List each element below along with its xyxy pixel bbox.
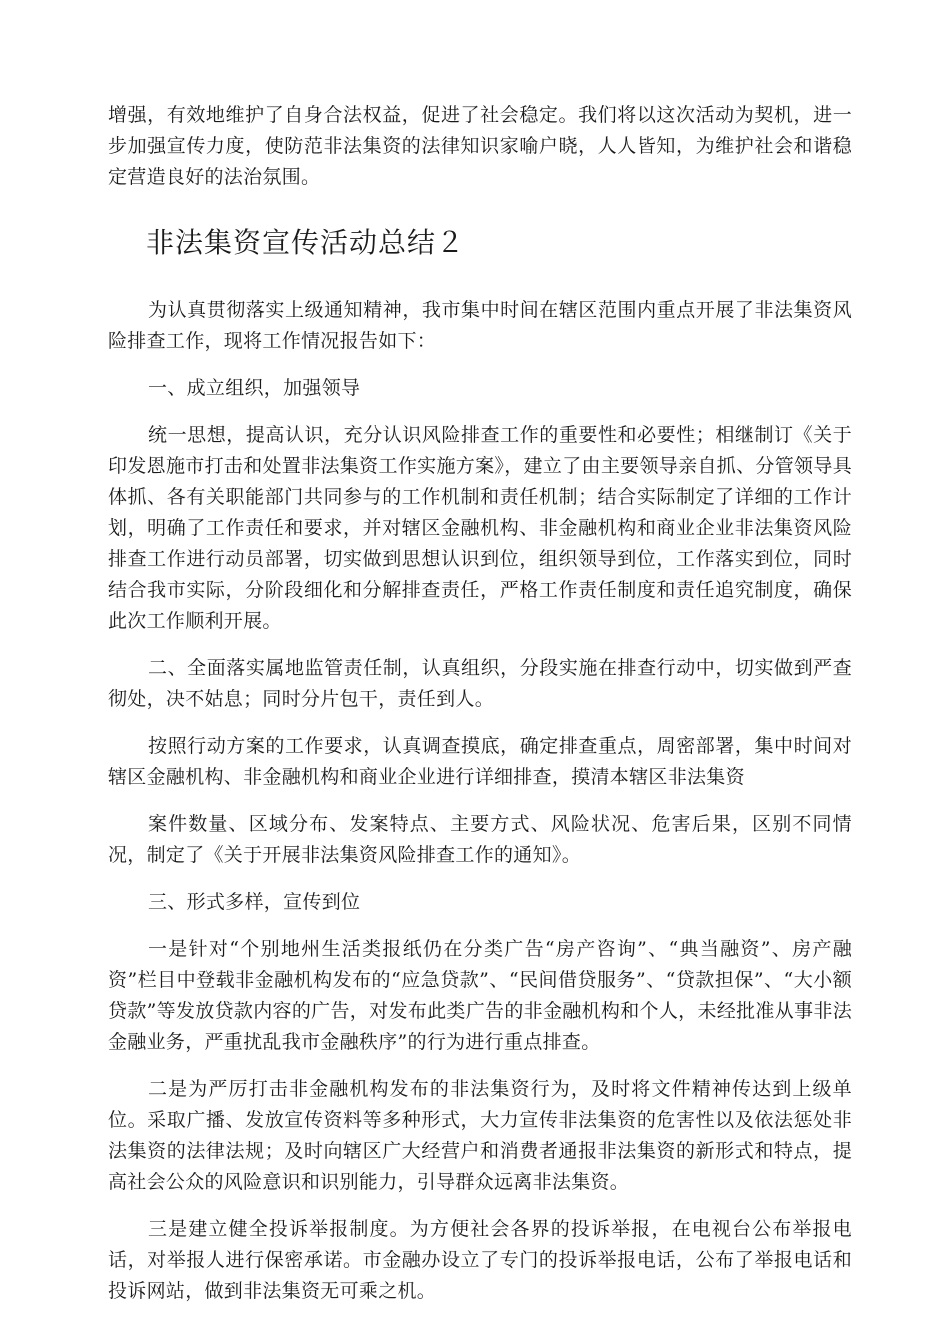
section-heading: 非法集资宣传活动总结２ <box>146 226 466 259</box>
paragraph-point-one: 一是针对“个别地州生活类报纸仍在分类广告“房产咨询”、“典当融资”、房产融资”栏目中登载非金融机构发布的“应急贷款”、“民间借贷服务”、“贷款担保”、“大小额贷款”等发放贷款内容的广告，对发布此类广告的非金融机构和个人，未经批准从事非法金融业务，严重扰乱我市金融秩序”的行为进行重点排查。 <box>108 938 852 1053</box>
intro-paragraph: 增强，有效地维护了自身合法权益，促进了社会稳定。我们将以这次活动为契机，进一步加强宣传力度，使防范非法集资的法律知识家喻户晓，人人皆知，为维护社会和谐稳定营造良好的法治氛围。 <box>108 104 852 188</box>
paragraph-point-two: 二是为严厉打击非金融机构发布的非法集资行为，及时将文件精神传达到上级单位。采取广播、发放宣传资料等多种形式，大力宣传非法集资的危害性以及依法惩处非法集资的法律法规；及时向辖区广大经营户和消费者通报非法集资的新形式和特点，提高社会公众的风险意识和识别能力，引导群众远离非法集资。 <box>108 1078 852 1193</box>
section-title-1: 一、成立组织，加强领导 <box>148 377 361 399</box>
paragraph-point-three: 三是建立健全投诉举报制度。为方便社会各界的投诉举报，在电视台公布举报电话，对举报人进行保密承诺。市金融办设立了专门的投诉举报电话，公布了举报电话和投诉网站，做到非法集资无可乘之机。 <box>108 1218 852 1302</box>
section-title-2: 二、全面落实属地监管责任制，认真组织，分段实施在排查行动中，切实做到严查彻处，决不姑息；同时分片包干，责任到人。 <box>108 657 852 710</box>
paragraph-investigation: 按照行动方案的工作要求，认真调查摸底，确定排查重点，周密部署，集中时间对辖区金融机构、非金融机构和商业企业进行详细排查，摸清本辖区非法集资 <box>108 735 852 788</box>
paragraph-organization: 统一思想，提高认识，充分认识风险排查工作的重要性和必要性；相继制订《关于印发恩施市打击和处置非法集资工作实施方案》，建立了由主要领导亲自抓、分管领导具体抓、各有关职能部门共同参与的工作机制和责任机制；结合实际制定了详细的工作计划，明确了工作责任和要求，并对辖区金融机构、非金融机构和商业企业非法集资风险排查工作进行动员部署，切实做到思想认识到位，组织领导到位，工作落实到位，同时结合我市实际，分阶段细化和分解排查责任，严格工作责任制度和责任追究制度，确保此次工作顺利开展。 <box>108 424 852 632</box>
paragraph-opening: 为认真贯彻落实上级通知精神，我市集中时间在辖区范围内重点开展了非法集资风险排查工作，现将工作情况报告如下： <box>108 299 852 352</box>
document-page <box>108 100 852 1307</box>
section-title-3: 三、形式多样，宣传到位 <box>148 891 361 913</box>
paragraph-case-statistics: 案件数量、区域分布、发案特点、主要方式、风险状况、危害后果，区别不同情况，制定了《关于开展非法集资风险排查工作的通知》。 <box>108 813 852 866</box>
